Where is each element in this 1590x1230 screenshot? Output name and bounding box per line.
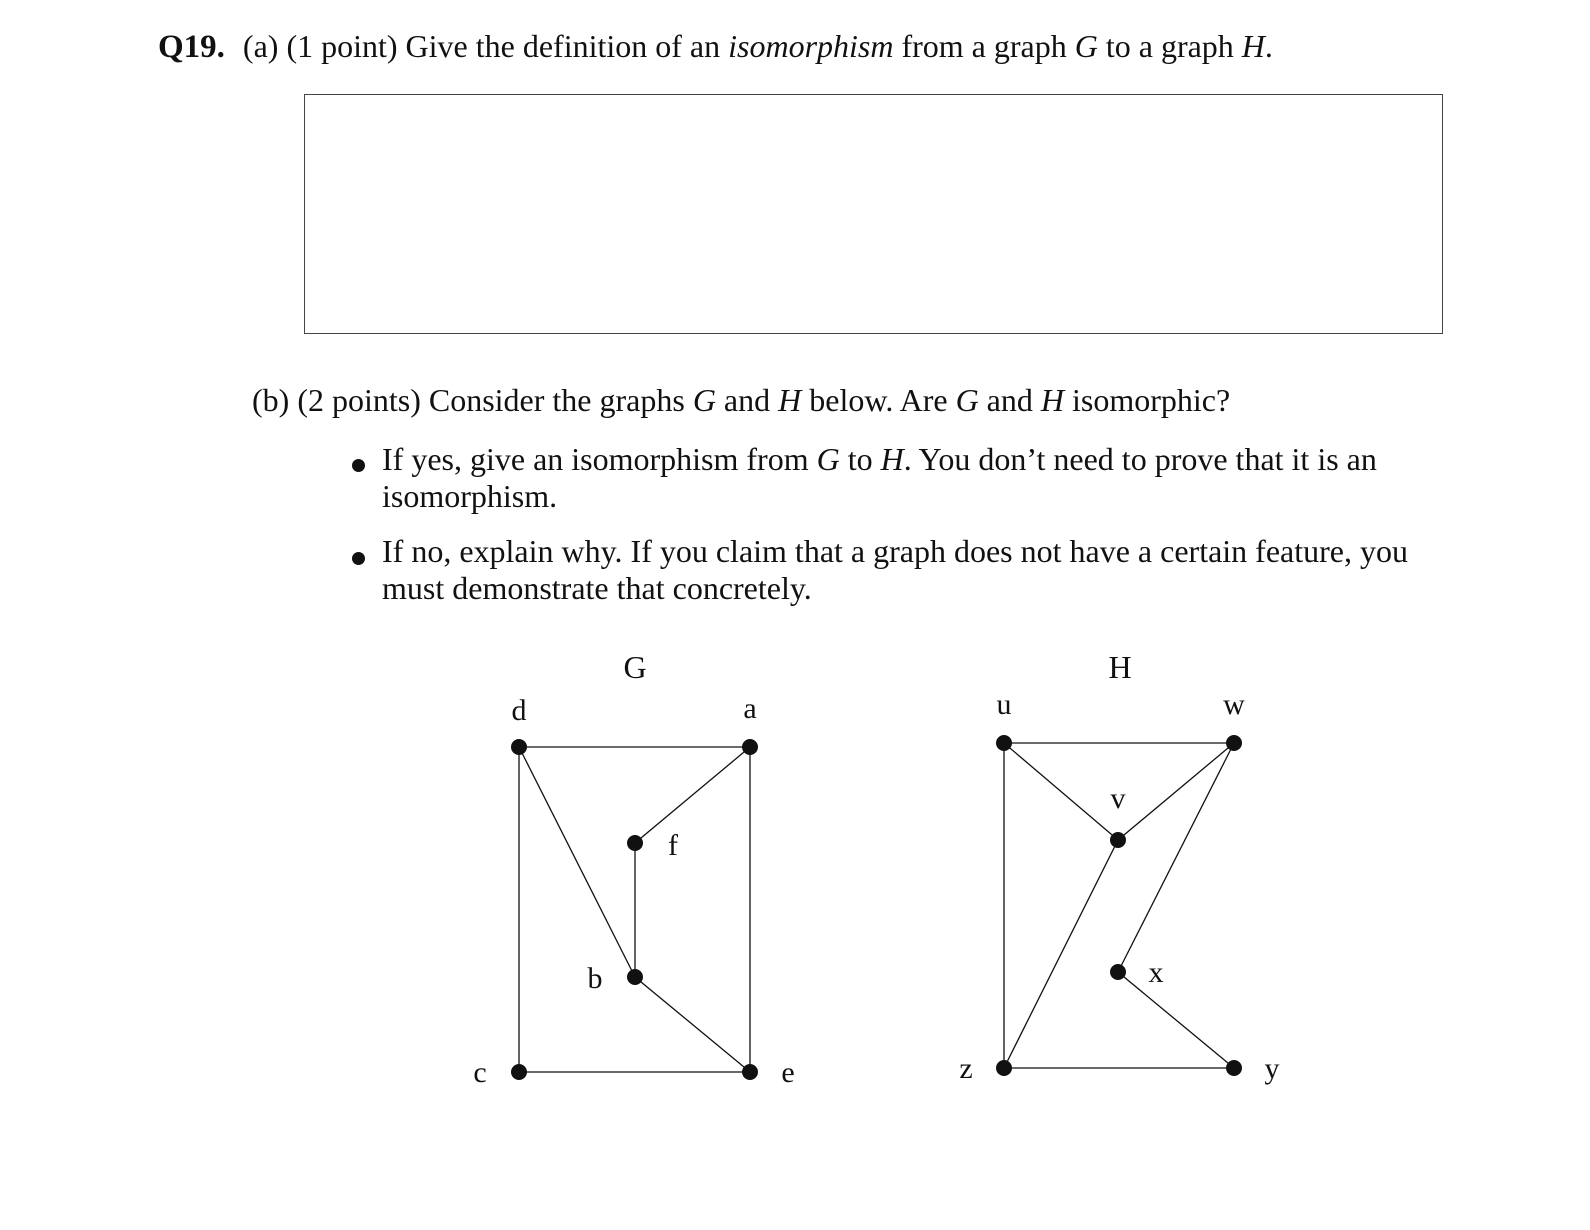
bullet-2-text: If no, explain why. If you claim that a graph does not have a certain feature, you must demonstrate that concretely. [382,533,1408,606]
part-b-points: (2 points) [297,382,421,418]
graph-h-label-u: u [996,688,1012,721]
graph-h-vertex-z [996,1060,1012,1076]
graph-h-label-y: y [1264,1052,1280,1085]
graph-g-label-e: e [781,1056,795,1089]
graph-g [473,692,794,1089]
bullet-1-text-1: If yes, give an isomorphism from [382,441,809,477]
graph-g-vertex-c [511,1064,527,1080]
graph-h-vertex-x [1110,964,1126,980]
graph-g-vertex-f [627,835,643,851]
graph-h-vertex-u [996,735,1012,751]
graph-h-label-x: x [1148,956,1164,989]
part-b-g-2: G [955,382,979,418]
graph-g-vertex-a [742,739,758,755]
part-a-end: . [1264,28,1273,64]
question-number: Q19. [158,29,225,65]
part-b-h-2: H [1040,382,1064,418]
graph-g-vertex-b [627,969,643,985]
part-a-text-before: Give the definition of an [405,28,721,64]
graph-g-edge-a-f [635,747,750,843]
graph-g-title: G [623,649,647,685]
part-a-term: isomorphism [728,28,894,64]
graph-g-label-c: c [473,1056,487,1089]
part-b-text-1: Consider the graphs [428,382,685,418]
graph-h-label-w: w [1223,688,1245,721]
bullet-1-g: G [816,441,840,477]
graph-g-label-f: f [668,829,678,862]
graph-g-edge-d-b [519,747,635,977]
bullet-1-text-2: . You don’t need to prove that it is an isomorphism. [382,441,1377,514]
graph-g-label-d: d [511,694,527,727]
graph-h-edge-v-z [1004,840,1118,1068]
part-a-points: (1 point) [286,28,398,64]
graph-g-label-b: b [587,962,603,995]
part-a-text-middle: from a graph [901,28,1067,64]
part-b-label: (b) [252,382,290,418]
graph-h-vertex-v [1110,832,1126,848]
graph-h-vertex-y [1226,1060,1242,1076]
graph-g-edge-b-e [635,977,750,1072]
part-b-and-2: and [986,382,1033,418]
part-b-h: H [778,382,802,418]
graph-h-label-v: v [1110,782,1126,815]
graph-g-vertex-d [511,739,527,755]
bullet-1-to: to [847,441,873,477]
graph-h-edge-w-x [1118,743,1234,972]
part-a-graph-g: G [1074,28,1098,64]
part-b-g: G [692,382,716,418]
part-a-label: (a) [242,28,279,64]
graph-h-edge-x-y [1118,972,1234,1068]
bullet-1-h: H [880,441,904,477]
graph-g-vertex-e [742,1064,758,1080]
part-a-graph-h: H [1241,28,1265,64]
graph-h-edge-w-v [1118,743,1234,840]
part-b-text-2: below. Are [809,382,948,418]
graph-g-label-a: a [743,692,757,725]
part-b-and-1: and [723,382,771,418]
graph-h [959,688,1279,1085]
graph-h-title: H [1108,649,1132,685]
part-b-text-3: isomorphic? [1071,382,1231,418]
part-a-text-to: to a graph [1105,28,1234,64]
graph-h-vertex-w [1226,735,1242,751]
graph-h-label-z: z [959,1052,973,1085]
graph-h-edge-u-v [1004,743,1118,840]
